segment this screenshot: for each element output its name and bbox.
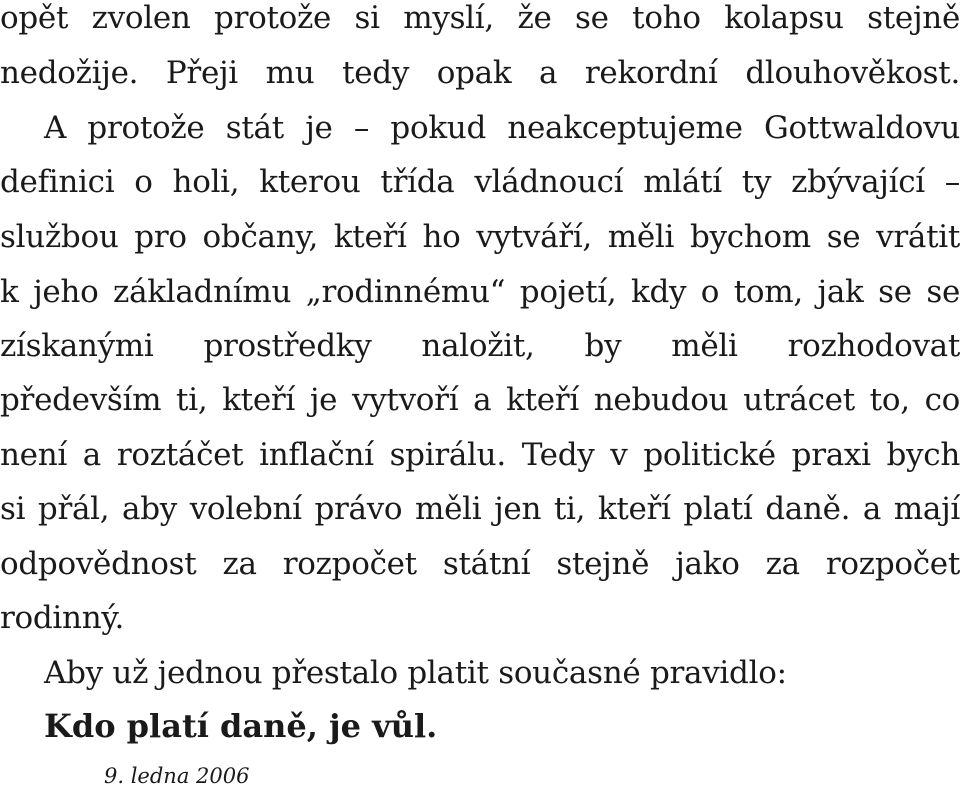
text-line-11: odpovědnost za rozpočet státní stejně jako za rozpočet [0, 546, 960, 582]
document-date: 9. ledna 2006 [104, 764, 250, 788]
text-line-7: získanými prostředky naložit, by měli rozhodovat [0, 328, 960, 364]
text-line-13: Aby už jednou přestalo platit současné pravidlo: [44, 655, 787, 691]
text-line-5: službou pro občany, kteří ho vytváří, měli bychom se vrátit [0, 219, 960, 255]
text-line-10: si přál, aby volební právo měli jen ti, kteří platí daně. a mají [0, 491, 960, 527]
text-line-6: k jeho základnímu „rodinnému“ pojetí, kdy o tom, jak se se [0, 274, 960, 310]
text-line-2: nedožije. Přeji mu tedy opak a rekordní dlouhověkost. [0, 55, 960, 91]
text-line-12: rodinný. [0, 600, 125, 636]
text-line-3: A protože stát je – pokud neakceptujeme Gottwaldovu [44, 110, 960, 146]
closing-statement: Kdo platí daně, je vůl. [44, 707, 438, 745]
text-line-4: definici o holi, kterou třída vládnoucí mlátí ty zbývající – [0, 164, 960, 200]
text-line-8: především ti, kteří je vytvoří a kteří nebudou utrácet to, co [0, 382, 960, 418]
text-line-9: není a roztáčet inflační spirálu. Tedy v politické praxi bych [0, 437, 960, 473]
text-line-1: opět zvolen protože si myslí, že se toho kolapsu stejně [0, 0, 960, 36]
